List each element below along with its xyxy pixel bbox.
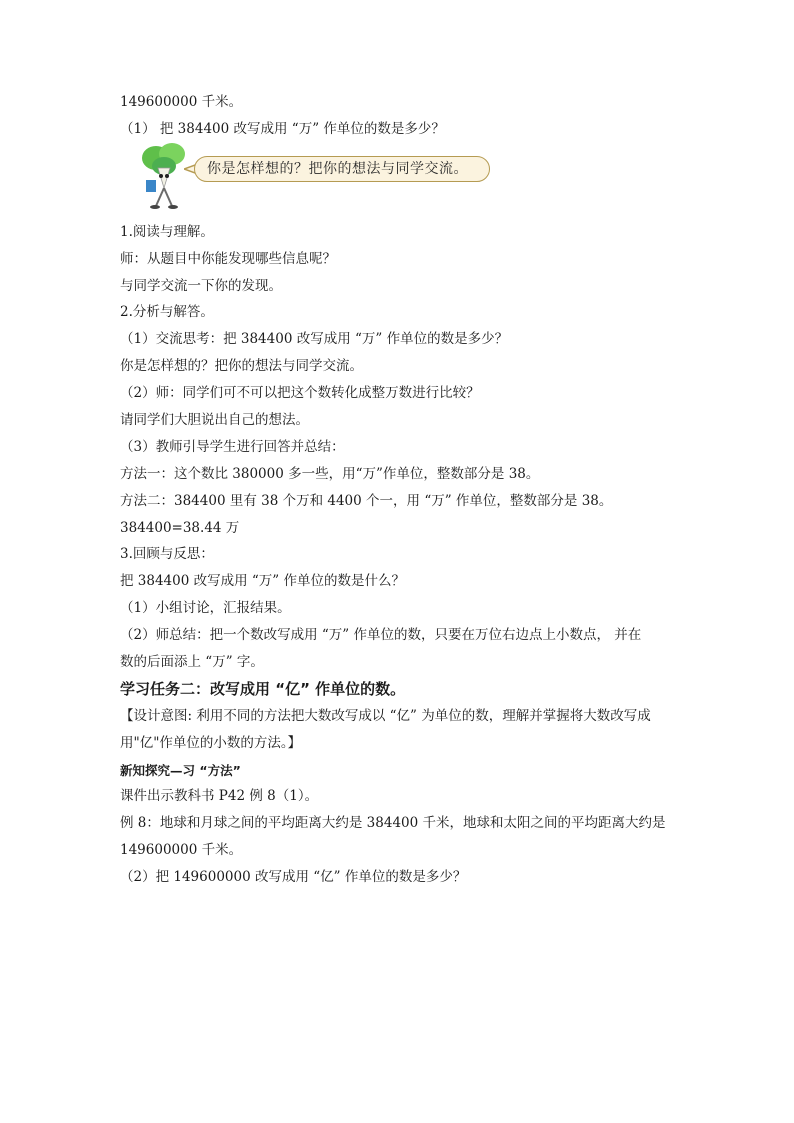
text-line: 2.分析与解答。: [120, 304, 214, 321]
text-line: 师：从题目中你能发现哪些信息呢？: [120, 250, 336, 267]
text-line: 把 384400 改写成用 “万” 作单位的数是什么？: [120, 573, 406, 590]
text-line: 149600000 千米。: [120, 842, 243, 859]
text-line: 数的后面添上 “万” 字。: [120, 654, 264, 671]
text-line: 你是怎样想的？把你的想法与同学交流。: [120, 358, 363, 375]
text-line: （1） 把 384400 改写成用 “万” 作单位的数是多少？: [120, 120, 445, 137]
text-line: 384400=38.44 万: [120, 519, 240, 536]
text-line: （3）教师引导学生进行回答并总结：: [120, 438, 345, 455]
speech-bubble: 你是怎样想的？把你的想法与同学交流。: [194, 156, 490, 182]
illustration-row: [120, 148, 680, 212]
text-line: 与同学交流一下你的发现。: [120, 277, 282, 294]
text-line: （2）师总结：把一个数改写成用 “万” 作单位的数，只要在万位右边点上小数点， 并在: [120, 627, 642, 644]
text-line: 【设计意图: 利用不同的方法把大数改写成以 “亿” 为单位的数，理解并掌握将大数改写成: [120, 707, 651, 724]
text-line: （1）小组讨论，汇报结果。: [120, 600, 291, 617]
text-line: 例 8：地球和月球之间的平均距离大约是 384400 千米，地球和太阳之间的平均距离大约是: [120, 815, 666, 832]
text-line: 方法二：384400 里有 38 个万和 4400 个一，用 “万” 作单位，整数部分是 38。: [120, 492, 613, 509]
text-line: 149600000 千米。: [120, 94, 243, 110]
section-heading: 学习任务二：改写成用 “亿” 作单位的数。: [120, 679, 406, 698]
cabbage-mascot-icon: [134, 140, 194, 212]
text-line: 方法一：这个数比 380000 多一些，用“万”作单位，整数部分是 38。: [120, 465, 540, 482]
text-line: 请同学们大胆说出自己的想法。: [120, 412, 309, 429]
document-body: [120, 94, 680, 896]
text-line: 课件出示教科书 P42 例 8（1）。: [120, 788, 319, 805]
text-line: （1）交流思考：把 384400 改写成用 “万” 作单位的数是多少？: [120, 331, 509, 348]
text-line: （2）师：同学们可不可以把这个数转化成整万数进行比较？: [120, 385, 480, 402]
text-line: （2）把 149600000 改写成用 “亿” 作单位的数是多少？: [120, 869, 467, 886]
subsection-heading: 新知探究—习 “方法”: [120, 762, 241, 778]
text-line: 1.阅读与理解。: [120, 223, 214, 240]
text-line: 用"亿"作单位的小数的方法。】: [120, 734, 302, 751]
text-line: 3.回顾与反思：: [120, 546, 214, 563]
